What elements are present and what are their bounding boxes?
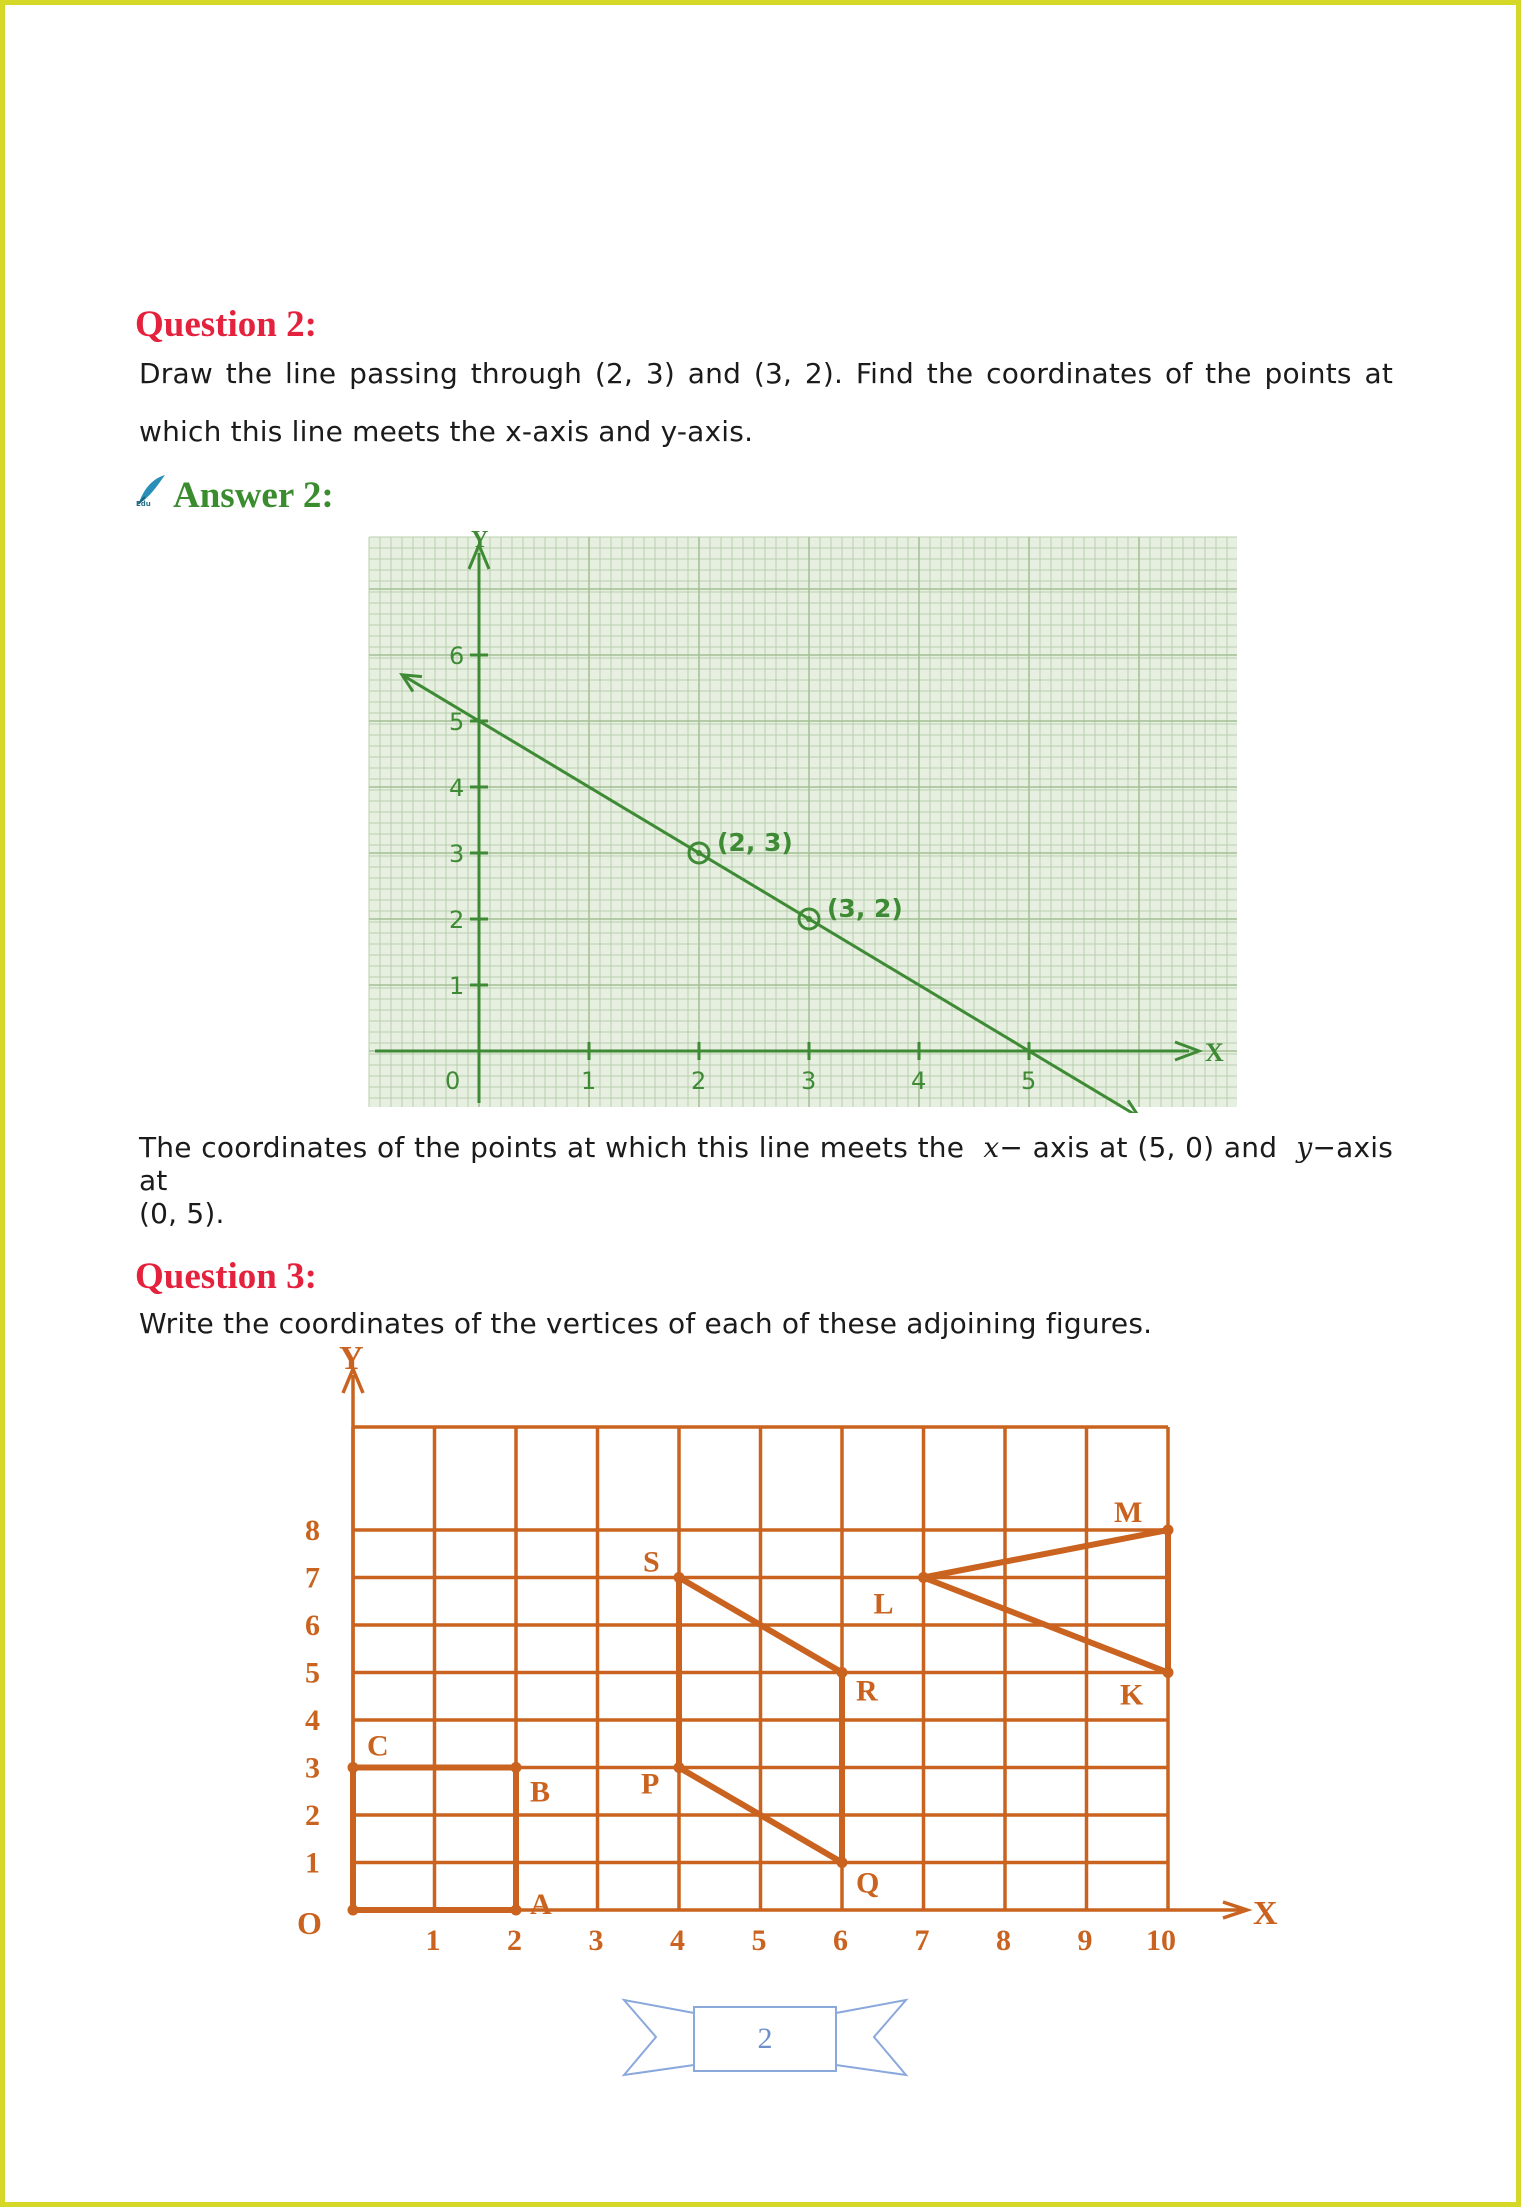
y-tick-label-4: 4	[449, 774, 465, 802]
data-point-center-2	[806, 916, 812, 922]
vertex-q	[837, 1857, 848, 1868]
data-point-center-1	[696, 850, 702, 856]
x-variable: x	[983, 1131, 1000, 1164]
y-tick-label-3: 3	[305, 1751, 320, 1785]
vertex-a	[511, 1905, 522, 1916]
conclusion-text-part-1: The coordinates of the points at which this line meets the	[139, 1131, 965, 1164]
vertex-label-l: L	[873, 1587, 894, 1621]
answer-2-heading: Answer 2:	[173, 474, 334, 516]
x-tick-label-5: 5	[1021, 1067, 1037, 1095]
x-tick-label-4: 4	[911, 1067, 927, 1095]
x-tick-label-0: 0	[445, 1067, 461, 1095]
x-tick-label-6: 6	[833, 1924, 848, 1957]
shape-klm	[924, 1530, 1169, 1673]
question-2-heading: Question 2:	[135, 304, 317, 345]
vertex-o	[348, 1905, 359, 1916]
quill-pen-icon	[135, 473, 167, 517]
y-axis-label: Y	[339, 1345, 364, 1377]
vertex-b	[511, 1762, 522, 1773]
vertex-label-c: C	[367, 1729, 389, 1763]
svg-text:Edu: Edu	[136, 500, 151, 507]
y-axis-label: Y	[471, 531, 489, 553]
vertex-label-s: S	[643, 1545, 660, 1579]
vertex-m	[1163, 1525, 1174, 1536]
question-3-coordinate-grid	[275, 1345, 1335, 1970]
y-tick-label-2: 2	[305, 1799, 320, 1832]
vertex-k	[1163, 1667, 1174, 1678]
vertex-label-a: A	[530, 1888, 552, 1921]
x-axis-label: X	[1253, 1895, 1278, 1932]
vertex-label-r: R	[856, 1674, 878, 1708]
y-tick-label-2: 2	[449, 906, 465, 934]
y-tick-label-7: 7	[305, 1561, 320, 1595]
vertex-label-b: B	[530, 1775, 551, 1809]
conclusion-text-part-2: − axis at (5, 0) and	[999, 1131, 1278, 1164]
x-tick-label-5: 5	[751, 1924, 767, 1957]
vertex-s	[674, 1572, 685, 1583]
x-axis-label: X	[1205, 1038, 1224, 1067]
y-tick-label-8: 8	[305, 1514, 320, 1547]
vertex-label-q: Q	[856, 1866, 880, 1900]
x-tick-label-3: 3	[801, 1067, 817, 1095]
y-tick-label-1: 1	[305, 1846, 320, 1880]
y-tick-label-6: 6	[449, 642, 465, 670]
y-variable: y	[1296, 1131, 1313, 1164]
y-tick-label-5: 5	[449, 708, 465, 736]
y-tick-label-4: 4	[305, 1704, 320, 1737]
x-tick-label-9: 9	[1077, 1924, 1093, 1957]
x-tick-label-4: 4	[670, 1924, 685, 1957]
x-tick-label-2: 2	[691, 1067, 707, 1095]
data-point-label-2: (3, 2)	[827, 894, 903, 923]
answer-2-line-graph	[363, 531, 1243, 1113]
vertex-label-m: M	[1114, 1496, 1143, 1529]
y-tick-label-5: 5	[305, 1656, 320, 1690]
x-tick-label-2: 2	[507, 1924, 522, 1957]
data-point-label-1: (2, 3)	[717, 828, 793, 857]
vertex-r	[837, 1667, 848, 1678]
x-tick-label-1: 1	[425, 1924, 441, 1957]
origin-label: O	[297, 1905, 322, 1941]
vertex-label-k: K	[1120, 1678, 1144, 1712]
answer-2-heading-row	[135, 473, 334, 517]
question-3-heading: Question 3:	[135, 1256, 317, 1297]
question-3-text: Write the coordinates of the vertices of each of these adjoining figures.	[139, 1307, 1153, 1340]
answer-2-conclusion-line-2: (0, 5).	[139, 1197, 225, 1230]
question-2-text-line-1: Draw the line passing through (2, 3) and (3, 2). Find the coordinates of the points at	[139, 357, 1393, 390]
question-2-text-line-2: which this line meets the x-axis and y-axis.	[139, 415, 754, 448]
conclusion-text-part-3: −axis at	[139, 1131, 1394, 1197]
vertex-p	[674, 1762, 685, 1773]
page-number: 2	[757, 2022, 773, 2055]
answer-2-conclusion-line-1	[139, 1131, 1393, 1197]
x-tick-label-1: 1	[581, 1067, 597, 1095]
y-tick-label-1: 1	[449, 972, 465, 1000]
x-tick-label-8: 8	[996, 1924, 1011, 1957]
y-tick-label-3: 3	[449, 840, 465, 868]
vertex-c	[348, 1762, 359, 1773]
vertex-l	[918, 1572, 929, 1583]
vertex-label-p: P	[641, 1767, 660, 1801]
x-tick-label-3: 3	[588, 1924, 604, 1957]
x-tick-label-7: 7	[914, 1924, 930, 1957]
y-tick-label-6: 6	[305, 1609, 320, 1642]
x-tick-label-10: 10	[1146, 1924, 1176, 1957]
